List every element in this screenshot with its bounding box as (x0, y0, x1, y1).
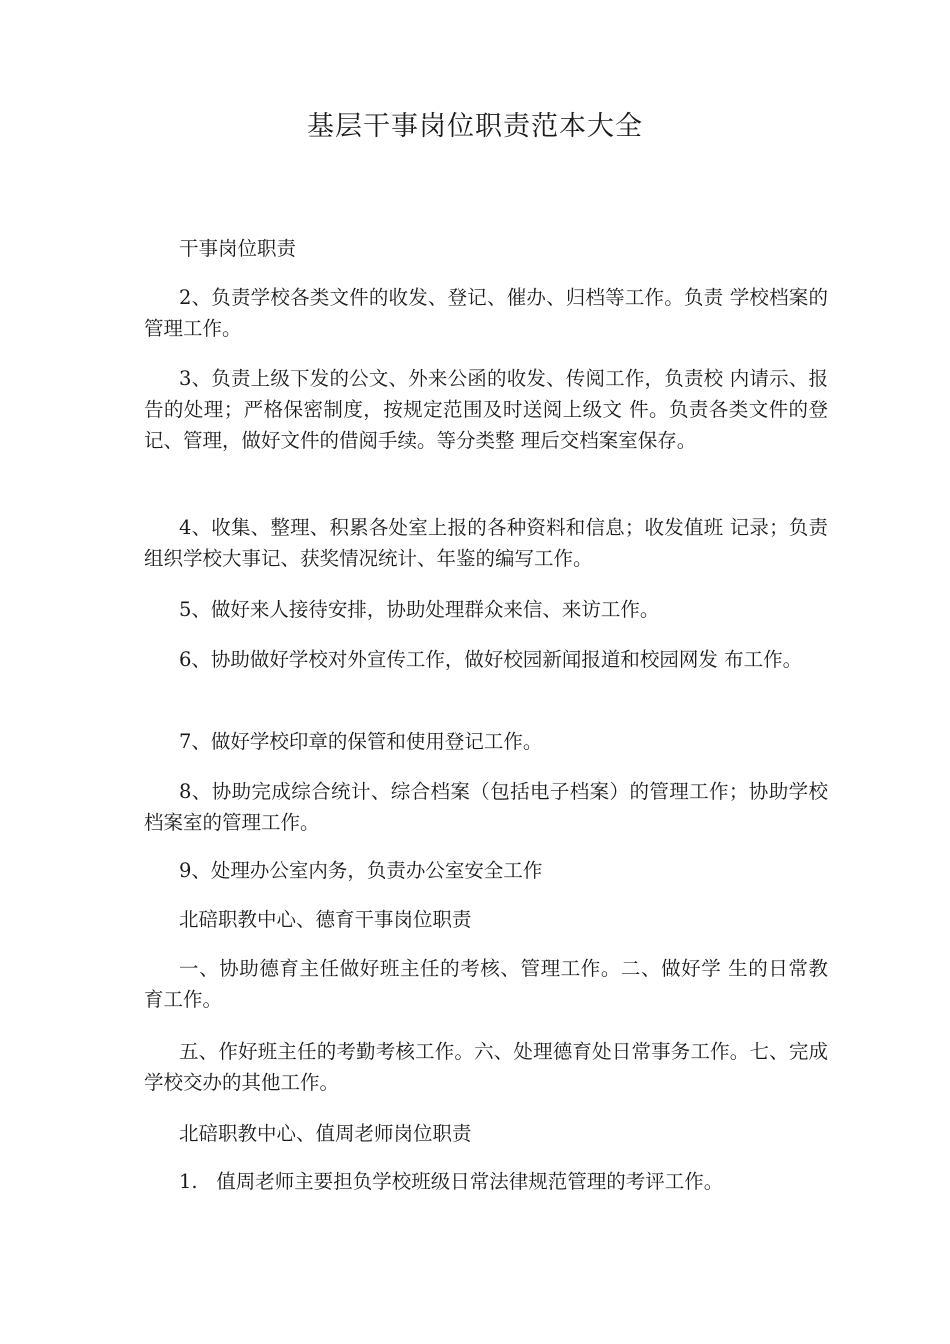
section-heading: 北碚职教中心、值周老师岗位职责 (179, 1122, 472, 1145)
paragraph: 4、收集、整理、积累各处室上报的各种资料和信息；收发值班 记录；负责组织学校大事记、获奖情况统计、年鉴的编写工作。 (144, 516, 828, 570)
paragraph: 一、协助德育主任做好班主任的考核、管理工作。二、做好学 生的日常教育工作。 (144, 957, 828, 1011)
paragraph: 8、协助完成综合统计、综合档案（包括电子档案）的管理工作；协助学校档案室的管理工作。 (144, 780, 828, 834)
paragraph: 6、协助做好学校对外宣传工作，做好校园新闻报道和校园网发 布工作。 (179, 648, 803, 671)
section-heading: 北碚职教中心、德育干事岗位职责 (179, 908, 472, 931)
paragraph: 5、做好来人接待安排，协助处理群众来信、来访工作。 (179, 598, 660, 621)
paragraph: 7、做好学校印章的保管和使用登记工作。 (179, 730, 543, 753)
paragraph: 2、负责学校各类文件的收发、登记、催办、归档等工作。负责 学校档案的管理工作。 (144, 286, 828, 340)
paragraph: 五、作好班主任的考勤考核工作。六、处理德育处日常事务工作。七、完成学校交办的其他工作。 (144, 1040, 828, 1094)
paragraph: 9、处理办公室内务，负责办公室安全工作 (179, 859, 543, 882)
paragraph: 3、负责上级下发的公文、外来公函的收发、传阅工作，负责校 内请示、报告的处理；严格保密制度，按规定范围及时送阅上级文 件。负责各类文件的登记、管理，做好文件的借阅手续。等分类整 理后交档案室保存。 (144, 367, 828, 452)
document-title: 基层干事岗位职责范本大全 (307, 111, 643, 142)
numbered-item: 1. 值周老师主要担负学校班级日常法律规范管理的考评工作。 (179, 1170, 724, 1193)
section-heading: 干事岗位职责 (179, 237, 297, 260)
